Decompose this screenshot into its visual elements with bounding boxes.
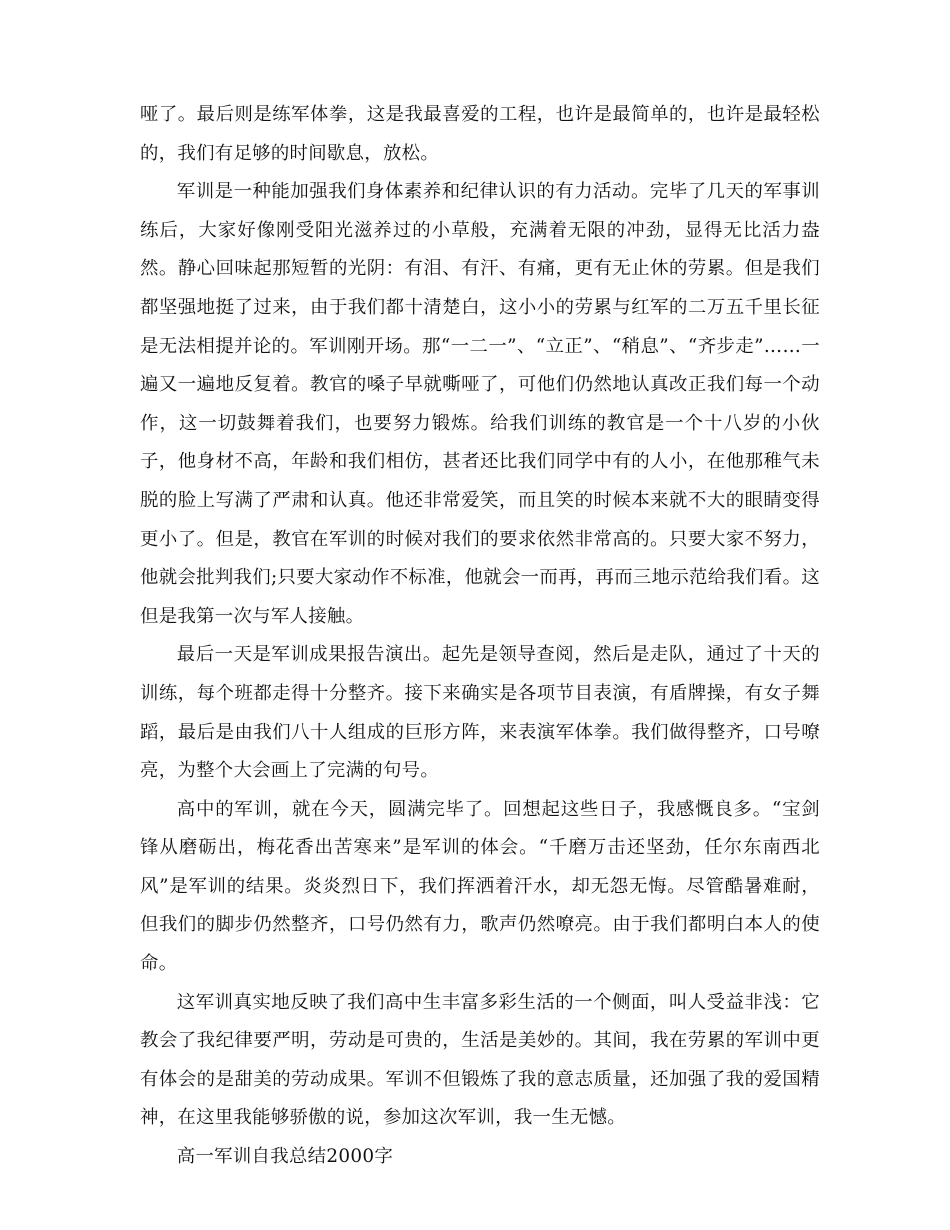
document-body — [140, 96, 820, 1177]
paragraph-training-reflection: 军训是一种能加强我们身体素养和纪律认识的有力活动。完毕了几天的军事训练后，大家好像刚受阳光滋养过的小草般，充满着无限的冲劲，显得无比活力盎然。静心回味起那短暂的光阴：有泪、有汗、有痛，更有无止休的劳累。但是我们都坚强地挺了过来，由于我们都十清楚白，这小小的劳累与红军的二万五千里长征是无法相提并论的。军训刚开场。那“一二一”、“立正”、“稍息”、“齐步走”……一遍又一遍地反复着。教官的嗓子早就嘶哑了，可他们仍然地认真改正我们每一个动作，这一切鼓舞着我们，也要努力锻炼。给我们训练的教官是一个十八岁的小伙子，他身材不高，年龄和我们相仿，甚者还比我们同学中有的人小，在他那稚气未脱的脸上写满了严肃和认真。他还非常爱笑，而且笑的时候本来就不大的眼睛变得更小了。但是，教官在军训的时候对我们的要求依然非常高的。只要大家不努力，他就会批判我们;只要大家动作不标准，他就会一而再，再而三地示范给我们看。这但是我第一次与军人接触。 — [140, 181, 820, 627]
paragraph-training-completed: 高中的军训，就在今天，圆满完毕了。回想起这些日子，我感慨良多。“宝剑锋从磨砺出，梅花香出苦寒来”是军训的体会。“千磨万击还坚劲，任尔东南西北风”是军训的结果。炎炎烈日下，我们挥洒着汗水，却无怨无悔。尽管酷暑难耐，但我们的脚步仍然整齐，口号仍然有力，歌声仍然嘹亮。由于我们都明白本人的使命。 — [140, 798, 820, 975]
paragraph-final-performance: 最后一天是军训成果报告演出。起先是领导查阅，然后是走队，通过了十天的训练，每个班都走得十分整齐。接下来确实是各项节目表演，有盾牌操，有女子舞蹈，最后是由我们八十人组成的巨形方阵，来表演军体拳。我们做得整齐，口号嘹亮，为整个大会画上了完满的句号。 — [140, 644, 820, 782]
paragraph-lessons-learned: 这军训真实地反映了我们高中生丰富多彩生活的一个侧面，叫人受益非浅：它教会了我纪律要严明，劳动是可贵的，生活是美妙的。其间，我在劳累的军训中更有体会的是甜美的劳动成果。军训不但锻炼了我的意志质量，还加强了我的爱国精神，在这里我能够骄傲的说，参加这次军训，我一生无憾。 — [140, 991, 820, 1129]
paragraph-continuation: 哑了。最后则是练军体拳，这是我最喜爱的工程，也许是最简单的，也许是最轻松的，我们有足够的时间歇息，放松。 — [140, 104, 820, 164]
section-title: 高一军训自我总结2000字 — [176, 1146, 394, 1168]
